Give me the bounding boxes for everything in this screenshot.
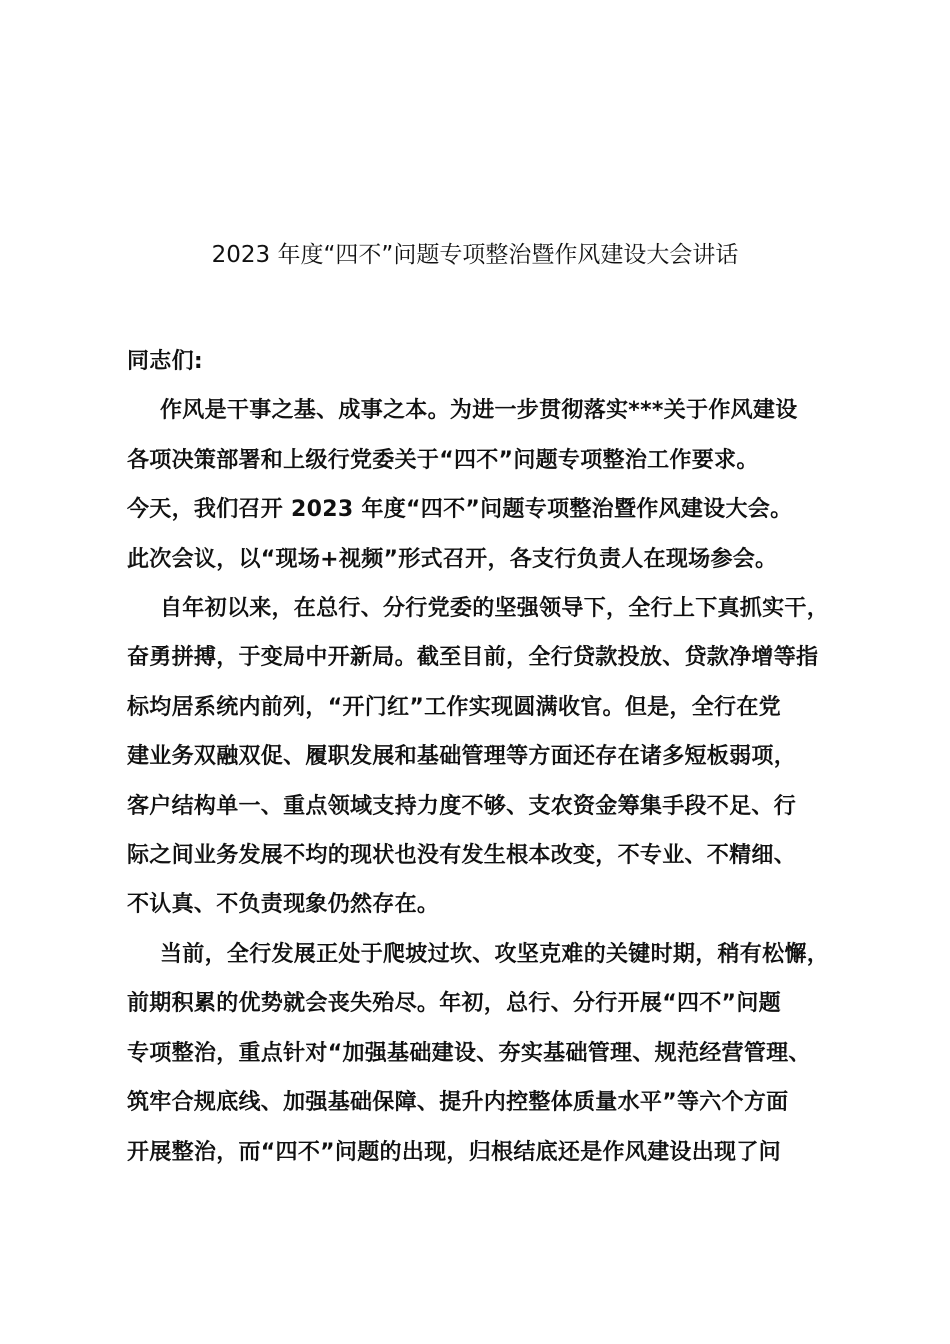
paragraph-line: 奋勇拼搏，于变局中开新局。截至目前，全行贷款投放、贷款净增等指 (127, 645, 819, 671)
paragraph-line: 前期积累的优势就会丧失殆尽。年初，总行、分行开展“四不”问题 (127, 991, 781, 1017)
paragraph-line: 客户结构单一、重点领域支持力度不够、支农资金筹集手段不足、行 (127, 793, 797, 819)
paragraph-line: 筑牢合规底线、加强基础保障、提升内控整体质量水平”等六个方面 (127, 1090, 789, 1116)
paragraph-line: 专项整治，重点针对“加强基础建设、夯实基础管理、规范经营管理、 (127, 1040, 811, 1066)
salutation: 同志们: (127, 349, 203, 374)
paragraph-line: 当前，全行发展正处于爬坡过坎、攻坚克难的关键时期，稍有松懈， (160, 941, 830, 967)
paragraph-3 (127, 930, 847, 1177)
paragraph-line: 标均居系统内前列，“开门红”工作实现圆满收官。但是，全行在党 (127, 694, 781, 720)
paragraph-line: 此次会议，以“现场+视频”形式召开，各支行负责人在现场参会。 (127, 546, 778, 572)
paragraph-line: 自年初以来，在总行、分行党委的坚强领导下，全行上下真抓实干， (160, 596, 830, 622)
paragraph-1 (127, 386, 847, 584)
paragraph-line: 际之间业务发展不均的现状也没有发生根本改变，不专业、不精细、 (127, 843, 797, 869)
paragraph-line: 各项决策部署和上级行党委关于“四不”问题专项整治工作要求。 (127, 447, 759, 473)
paragraph-2 (127, 584, 847, 930)
paragraph-line: 开展整治，而“四不”问题的出现，归根结底还是作风建设出现了问 (127, 1139, 781, 1165)
paragraph-line: 作风是干事之基、成事之本。为进一步贯彻落实***关于作风建设 (160, 398, 798, 424)
document-title: 2023 年度“四不”问题专项整治暨作风建设大会讲话 (211, 242, 739, 268)
paragraph-line: 建业务双融双促、履职发展和基础管理等方面还存在诸多短板弱项， (127, 744, 797, 770)
paragraph-line: 今天，我们召开 2023 年度“四不”问题专项整治暨作风建设大会。 (127, 497, 793, 523)
paragraph-line: 不认真、不负责现象仍然存在。 (127, 892, 440, 918)
document-body (127, 337, 847, 1177)
